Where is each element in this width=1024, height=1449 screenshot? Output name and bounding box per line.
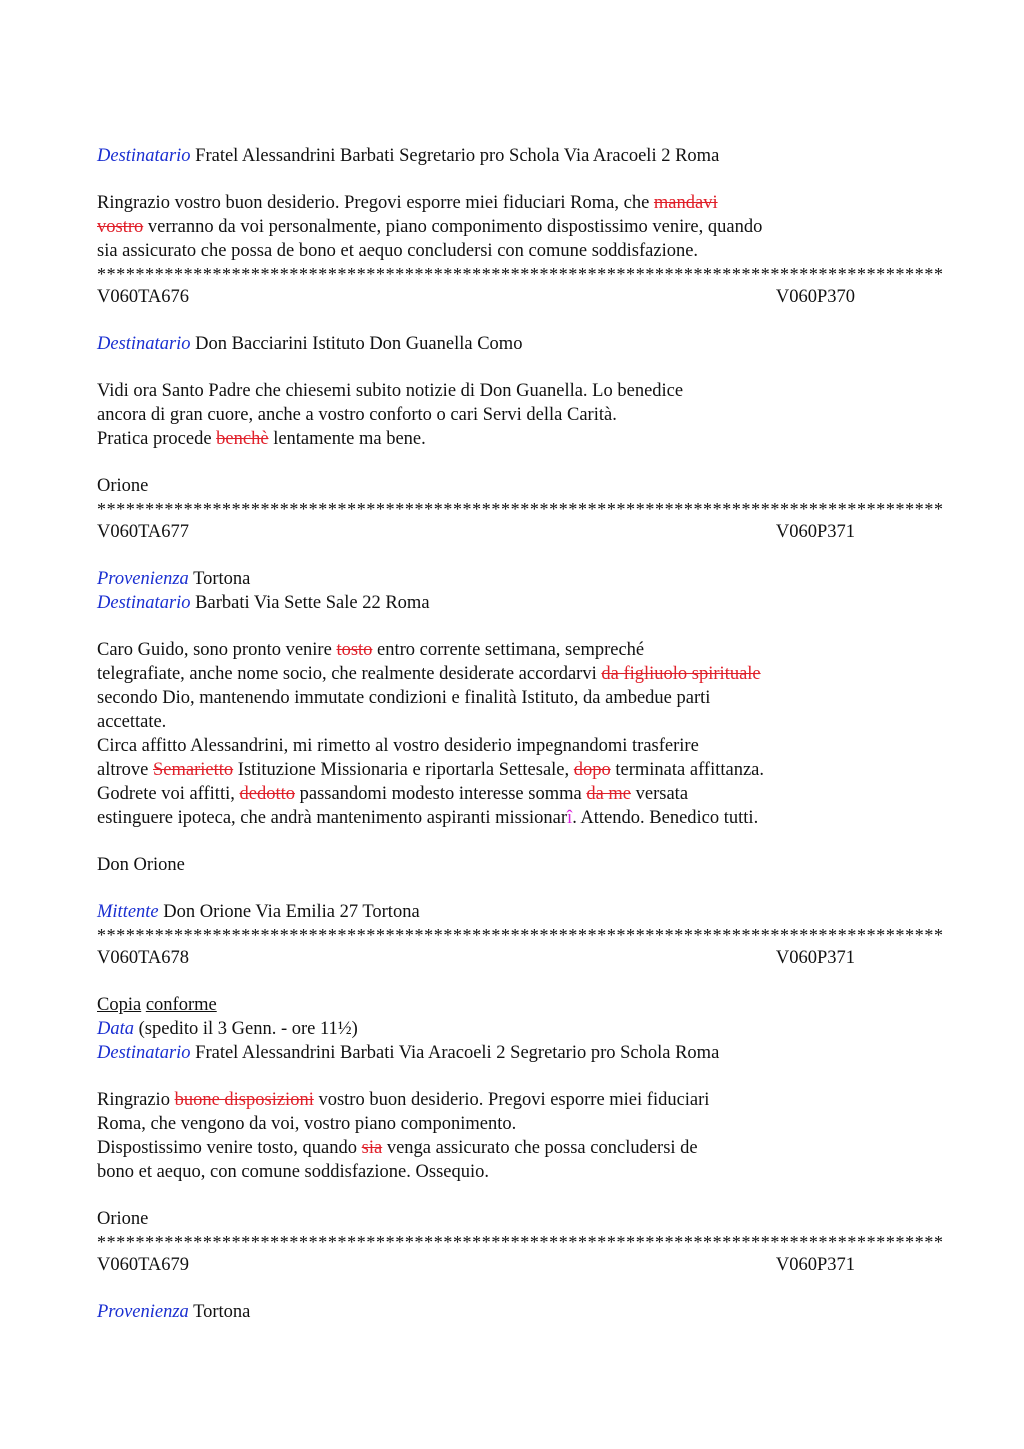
recipient-line [97,1041,927,1065]
body-line [97,191,927,215]
field-label: Destinatario [97,593,191,613]
body-line: Roma, che vengono da voi, vostro piano componimento. [97,1114,517,1134]
text: lentamente ma bene. [268,429,426,449]
document-code-row [97,520,855,544]
separator: **************************************************************************************** [97,264,944,284]
text: telegrafiate, anche nome socio, che realmente desiderate accordarvi [97,664,602,684]
body-line [97,427,927,451]
body-line [97,782,927,806]
page-code: V060P371 [775,522,855,542]
origin-line [97,567,927,591]
text: Godrete voi affitti, [97,784,240,804]
deleted-text: mandavi [653,193,718,213]
body-line [97,215,927,239]
conforme-label: conforme [145,995,217,1015]
sender-line [97,900,927,924]
origin-line [97,1300,927,1324]
text: Caro Guido, sono pronto venire [97,640,337,660]
body-line: ancora di gran cuore, anche a vostro conforto o cari Servi della Carità. [97,405,617,425]
field-label: Destinatario [97,334,191,354]
deleted-text: da me [586,784,632,804]
text: vostro buon desiderio. Pregovi esporre miei fiduciari [313,1090,710,1110]
text: terminata affittanza. [610,760,764,780]
recipient-line [97,591,927,615]
body-line [97,806,927,830]
separator: **************************************************************************************** [97,925,944,945]
field-label: Mittente [97,902,159,922]
signature: Don Orione [97,855,185,875]
page-code: V060P370 [775,287,855,307]
signature: Orione [97,1209,149,1229]
deleted-text: benchè [216,429,269,449]
field-label: Data [97,1019,134,1039]
date-value: (spedito il 3 Genn. - ore 11½) [138,1019,358,1039]
text: venga assicurato che possa concludersi de [382,1138,698,1158]
deleted-text: tosto [336,640,373,660]
copy-label: Copia [97,995,142,1015]
telegram-code: V060TA679 [97,1255,190,1275]
deleted-text: buone disposizioni [174,1090,314,1110]
signature: Orione [97,476,149,496]
telegram-code: V060TA678 [97,948,190,968]
deleted-text: sia [361,1138,383,1158]
deleted-text: da figliuolo spirituale [601,664,761,684]
body-line: accettate. [97,712,167,732]
recipient-value: Fratel Alessandrini Barbati Segretario pro Schola Via Aracoeli 2 Roma [195,146,720,166]
telegram-code: V060TA677 [97,522,190,542]
recipient-line [97,332,927,356]
sender-value: Don Orione Via Emilia 27 Tortona [163,902,420,922]
text: Istituzione Missionaria e riportarla Settesale, [233,760,574,780]
separator: **************************************************************************************** [97,1232,944,1252]
origin-value: Tortona [193,1302,251,1322]
text: Ringrazio vostro buon desiderio. Pregovi esporre miei fiduciari Roma, che [97,193,654,213]
origin-value: Tortona [193,569,251,589]
document-code-row [97,946,855,970]
body-line [97,758,927,782]
text: Ringrazio [97,1090,175,1110]
text: Dispostissimo venire tosto, quando [97,1138,362,1158]
field-label: Provenienza [97,1302,189,1322]
inserted-text: î [567,808,573,828]
field-label: Destinatario [97,1043,191,1063]
field-label: Destinatario [97,146,191,166]
text: entro corrente settimana, sempreché [372,640,645,660]
deleted-text: dedotto [239,784,295,804]
document-page [97,144,944,1324]
text: altrove [97,760,153,780]
telegram-code: V060TA676 [97,287,190,307]
body-line [97,1136,927,1160]
body-line [97,662,927,686]
body-line [97,638,927,662]
deleted-text: dopo [573,760,611,780]
deleted-text: vostro [97,217,144,237]
recipient-value: Barbati Via Sette Sale 22 Roma [195,593,430,613]
text: . Attendo. Benedico tutti. [572,808,759,828]
text: estinguere ipoteca, che andrà mantenimento aspiranti missionar [97,808,568,828]
document-code-row [97,1253,855,1277]
page-code: V060P371 [775,948,855,968]
body-line: Circa affitto Alessandrini, mi rimetto al vostro desiderio impegnandomi trasferire [97,736,699,756]
field-label: Provenienza [97,569,189,589]
body-line: sia assicurato che possa de bono et aequo concludersi con comune soddisfazione. [97,241,699,261]
deleted-text: Semarietto [153,760,234,780]
text: Pratica procede [97,429,217,449]
text: passandomi modesto interesse somma [294,784,587,804]
recipient-line [97,144,927,168]
body-line [97,1088,927,1112]
date-line [97,1017,927,1041]
recipient-value: Don Bacciarini Istituto Don Guanella Como [195,334,523,354]
body-line: secondo Dio, mantenendo immutate condizioni e finalità Istituto, da ambedue parti [97,688,711,708]
recipient-value: Fratel Alessandrini Barbati Via Aracoeli 2 Segretario pro Schola Roma [195,1043,720,1063]
separator: **************************************************************************************** [97,499,944,519]
copy-note [97,993,927,1017]
text: verranno da voi personalmente, piano componimento dispostissimo venire, quando [143,217,763,237]
document-code-row [97,285,855,309]
body-line: bono et aequo, con comune soddisfazione. Ossequio. [97,1162,490,1182]
page-code: V060P371 [775,1255,855,1275]
text: versata [631,784,689,804]
body-line: Vidi ora Santo Padre che chiesemi subito notizie di Don Guanella. Lo benedice [97,381,684,401]
